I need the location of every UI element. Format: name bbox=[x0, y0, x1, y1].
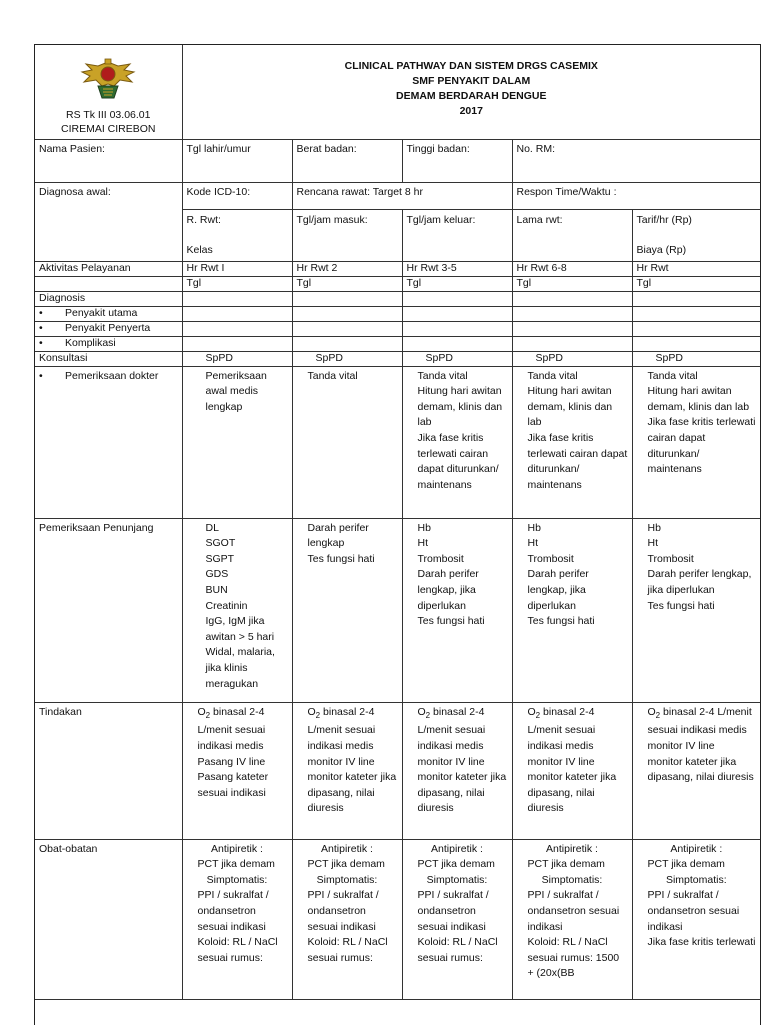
consultation-label: Konsultasi bbox=[35, 351, 182, 366]
checklist-item[interactable]: $O_2$ binasal 2-4 L/menit sesuai indikasi medis bbox=[197, 705, 266, 752]
symptomatic-heading: Simptomatis: bbox=[206, 873, 268, 886]
day-6-8-header: Hr Rwt 6-8 bbox=[512, 261, 632, 276]
checklist-item[interactable]: $O_2$ binasal 2-4 L/menit sesuai indikasi medis bbox=[417, 705, 486, 752]
checklist-item[interactable]: monitor IV line bbox=[527, 755, 595, 768]
doctor-exam-day-1 bbox=[182, 366, 292, 518]
date-label: Tgl bbox=[402, 276, 512, 291]
checklist-item[interactable]: Trombosit bbox=[527, 552, 574, 565]
consultation-sppd-checkbox[interactable]: SpPD bbox=[425, 351, 453, 364]
checklist-item[interactable]: SGOT bbox=[205, 537, 236, 550]
medications-day-6-8 bbox=[512, 839, 632, 999]
consultation-sppd-checkbox[interactable]: SpPD bbox=[315, 351, 343, 364]
doctor-exam-day-3-5 bbox=[402, 366, 512, 518]
checklist-item[interactable]: GDS bbox=[205, 568, 229, 581]
weight-label: Berat badan: bbox=[292, 139, 402, 182]
symptomatic-heading: Simptomatis: bbox=[316, 873, 378, 886]
checklist-item[interactable]: Darah perifer lengkap, jika diperlukan bbox=[527, 568, 589, 612]
supporting-exam-day-6-8 bbox=[512, 518, 632, 702]
class-label: Kelas bbox=[186, 244, 213, 257]
checklist-item[interactable]: monitor kateter jika dipasang, nilai diuresis bbox=[417, 771, 507, 815]
checklist-item[interactable]: $O_2$ binasal 2-4 L/menit sesuai indikasi medis bbox=[647, 705, 752, 737]
supporting-exam-day-1 bbox=[182, 518, 292, 702]
medications-day-3-5 bbox=[402, 839, 512, 999]
hospital-code: RS Tk III 03.06.01 bbox=[66, 108, 151, 121]
checklist-item[interactable]: BUN bbox=[205, 584, 228, 597]
consultation-sppd-checkbox[interactable]: SpPD bbox=[205, 351, 233, 364]
checklist-item[interactable]: Tanda vital bbox=[647, 369, 698, 382]
checklist-item[interactable]: $O_2$ binasal 2-4 L/menit sesuai indikasi medis bbox=[307, 705, 376, 752]
checklist-item[interactable]: Tanda vital bbox=[417, 369, 468, 382]
icd-code-label: Kode ICD-10: bbox=[182, 182, 292, 209]
clinical-pathway-document bbox=[34, 44, 761, 1025]
doctor-exam-day-2 bbox=[292, 366, 402, 518]
doctor-exam-day-n bbox=[632, 366, 760, 518]
checklist-item[interactable]: Tes fungsi hati bbox=[527, 615, 595, 628]
checklist-item[interactable]: PCT jika demam bbox=[417, 858, 495, 871]
checklist-item[interactable]: PCT jika demam bbox=[307, 858, 385, 871]
medications-label: Obat-obatan bbox=[35, 839, 182, 999]
checklist-item[interactable]: PPI / sukralfat / ondansetron sesuai indikasi bbox=[307, 889, 379, 933]
room-class-cell bbox=[182, 209, 292, 261]
checklist-item[interactable]: Koloid: RL / NaCl sesuai rumus: bbox=[197, 936, 278, 964]
antipyretic-heading: Antipiretik : bbox=[670, 842, 723, 855]
date-label: Tgl bbox=[632, 276, 760, 291]
hospital-emblem-icon bbox=[76, 56, 140, 102]
medications-day-2 bbox=[292, 839, 402, 999]
checklist-item[interactable]: Pemeriksaan awal medis lengkap bbox=[205, 369, 267, 413]
medications-day-n bbox=[632, 839, 760, 999]
checklist-item[interactable]: PCT jika demam bbox=[527, 858, 605, 871]
checklist-item[interactable]: Widal, malaria, jika klinis meragukan bbox=[205, 646, 275, 690]
complication-label: • Komplikasi bbox=[39, 337, 178, 350]
checklist-item[interactable]: PCT jika demam bbox=[647, 858, 725, 871]
date-label: Tgl bbox=[182, 276, 292, 291]
medical-record-label: No. RM: bbox=[512, 139, 760, 182]
antipyretic-heading: Antipiretik : bbox=[431, 842, 483, 855]
title-line-1: CLINICAL PATHWAY DAN SISTEM DRGS CASEMIX bbox=[344, 60, 598, 72]
medications-day-1 bbox=[182, 839, 292, 999]
checklist-item[interactable]: monitor IV line bbox=[647, 739, 715, 752]
title-year: 2017 bbox=[459, 105, 483, 117]
checklist-item[interactable]: Tes fungsi hati bbox=[417, 615, 485, 628]
checklist-item[interactable]: Tanda vital bbox=[527, 369, 578, 382]
admission-time-label: Tgl/jam masuk: bbox=[292, 209, 402, 261]
checklist-item[interactable]: Hb bbox=[417, 521, 431, 534]
checklist-item[interactable]: Darah perifer lengkap, jika diperlukan bbox=[647, 568, 752, 597]
supporting-exam-day-2 bbox=[292, 518, 402, 702]
day-n-header: Hr Rwt bbox=[632, 261, 760, 276]
checklist-item[interactable]: Jika fase kritis terlewati cairan dapat diturunkan/ maintenans bbox=[417, 432, 499, 491]
height-label: Tinggi badan: bbox=[402, 139, 512, 182]
length-of-stay-label: Lama rwt: bbox=[512, 209, 632, 261]
checklist-item[interactable]: IgG, IgM jika awitan > 5 hari bbox=[205, 615, 275, 643]
antipyretic-heading: Antipiretik : bbox=[321, 842, 373, 855]
checklist-item[interactable]: Creatinin bbox=[205, 599, 248, 612]
checklist-item[interactable]: Jika fase kritis terlewati bbox=[647, 936, 756, 949]
checklist-item[interactable]: Pasang IV line bbox=[197, 755, 266, 768]
procedures-label: Tindakan bbox=[35, 702, 182, 839]
checklist-item[interactable]: PPI / sukralfat / ondansetron sesuai indikasi bbox=[527, 889, 620, 933]
tariff-label: Tarif/hr (Rp) bbox=[636, 213, 692, 226]
symptomatic-heading: Simptomatis: bbox=[541, 873, 603, 886]
checklist-item[interactable]: monitor kateter jika dipasang, nilai diuresis bbox=[307, 771, 397, 815]
hospital-name: CIREMAI CIREBON bbox=[60, 122, 156, 135]
checklist-item[interactable]: monitor kateter jika dipasang, nilai diuresis bbox=[527, 771, 617, 815]
checklist-item[interactable]: Tanda vital bbox=[307, 369, 358, 382]
symptomatic-heading: Simptomatis: bbox=[426, 873, 488, 886]
diagnosis-label: Diagnosis bbox=[35, 291, 182, 306]
day-1-header: Hr Rwt I bbox=[182, 261, 292, 276]
symptomatic-heading: Simptomatis: bbox=[665, 873, 727, 886]
checklist-item[interactable]: Hitung hari awitan demam, klinis dan lab bbox=[417, 385, 503, 429]
checklist-item[interactable]: Jika fase kritis terlewati cairan dapat diturunkan/ maintenans bbox=[527, 432, 628, 491]
date-label: Tgl bbox=[512, 276, 632, 291]
comorbidity-label: • Penyakit Penyerta bbox=[39, 322, 178, 335]
checklist-item[interactable]: Koloid: RL / NaCl sesuai rumus: bbox=[417, 936, 498, 964]
antipyretic-heading: Antipiretik : bbox=[546, 842, 598, 855]
patient-name-label: Nama Pasien: bbox=[35, 139, 182, 182]
checklist-item[interactable]: DL bbox=[205, 521, 219, 534]
activity-label: Aktivitas Pelayanan bbox=[35, 261, 182, 276]
checklist-item[interactable]: Koloid: RL / NaCl sesuai rumus: bbox=[307, 936, 388, 964]
care-plan-label: Rencana rawat: Target 8 hr bbox=[292, 182, 512, 209]
dob-label: Tgl lahir/umur bbox=[182, 139, 292, 182]
checklist-item[interactable]: monitor IV line bbox=[307, 755, 375, 768]
checklist-item[interactable]: $O_2$ binasal 2-4 L/menit sesuai indikasi medis bbox=[527, 705, 596, 752]
tariff-cost-cell bbox=[632, 209, 760, 261]
checklist-item[interactable]: Hb bbox=[647, 521, 661, 534]
initial-diagnosis-label: Diagnosa awal: bbox=[35, 182, 182, 261]
supporting-exam-day-n bbox=[632, 518, 760, 702]
doctor-exam-day-6-8 bbox=[512, 366, 632, 518]
title-line-2: SMF PENYAKIT DALAM bbox=[412, 75, 531, 87]
checklist-item[interactable]: monitor IV line bbox=[417, 755, 485, 768]
cost-label: Biaya (Rp) bbox=[636, 244, 687, 257]
checklist-item[interactable]: Hitung hari awitan demam, klinis dan lab bbox=[647, 385, 750, 413]
hospital-header bbox=[35, 45, 182, 139]
checklist-item[interactable]: Ht bbox=[417, 537, 428, 550]
checklist-item[interactable]: Trombosit bbox=[647, 552, 694, 565]
checklist-item[interactable]: Ht bbox=[527, 537, 538, 550]
checklist-item[interactable]: Darah perifer lengkap, jika diperlukan bbox=[417, 568, 479, 612]
checklist-item[interactable]: monitor kateter jika dipasang, nilai diuresis bbox=[647, 755, 754, 784]
checklist-item[interactable]: Ht bbox=[647, 537, 658, 550]
procedures-day-n bbox=[632, 702, 760, 839]
consultation-sppd-checkbox[interactable]: SpPD bbox=[535, 351, 563, 364]
doctor-exam-label: • Pemeriksaan dokter bbox=[39, 369, 178, 385]
checklist-item[interactable]: PPI / sukralfat / ondansetron sesuai indikasi bbox=[417, 889, 489, 933]
date-label: Tgl bbox=[292, 276, 402, 291]
discharge-time-label: Tgl/jam keluar: bbox=[402, 209, 512, 261]
antipyretic-heading: Antipiretik : bbox=[211, 842, 263, 855]
checklist-item[interactable]: Trombosit bbox=[417, 552, 464, 565]
room-label: R. Rwt: bbox=[186, 213, 221, 226]
checklist-item[interactable]: Pasang kateter sesuai indikasi bbox=[197, 771, 269, 799]
procedures-day-3-5 bbox=[402, 702, 512, 839]
checklist-item[interactable]: PCT jika demam bbox=[197, 858, 275, 871]
checklist-item[interactable]: PPI / sukralfat / ondansetron sesuai indikasi bbox=[197, 889, 269, 933]
supporting-exam-label: Pemeriksaan Penunjang bbox=[35, 518, 182, 702]
response-time-label: Respon Time/Waktu : bbox=[512, 182, 760, 209]
procedures-day-2 bbox=[292, 702, 402, 839]
document-title bbox=[182, 45, 760, 139]
supporting-exam-day-3-5 bbox=[402, 518, 512, 702]
day-2-header: Hr Rwt 2 bbox=[292, 261, 402, 276]
checklist-item[interactable]: Darah perifer lengkap bbox=[307, 521, 369, 550]
checklist-item[interactable]: Jika fase kritis terlewati cairan dapat diturunkan/ maintenans bbox=[647, 416, 756, 476]
checklist-item[interactable]: Tes fungsi hati bbox=[307, 552, 375, 565]
checklist-item[interactable]: PPI / sukralfat / ondansetron sesuai indikasi bbox=[647, 889, 740, 933]
procedures-day-6-8 bbox=[512, 702, 632, 839]
checklist-item[interactable]: SGPT bbox=[205, 552, 235, 565]
checklist-item[interactable]: Koloid: RL / NaCl sesuai rumus: 1500 + (20x(BB bbox=[527, 936, 620, 980]
day-3-5-header: Hr Rwt 3-5 bbox=[402, 261, 512, 276]
checklist-item[interactable]: Tes fungsi hati bbox=[647, 599, 715, 612]
checklist-item[interactable]: Hitung hari awitan demam, klinis dan lab bbox=[527, 385, 613, 429]
clinical-pathway-table bbox=[35, 45, 760, 1000]
consultation-sppd-checkbox[interactable]: SpPD bbox=[655, 351, 683, 364]
procedures-day-1 bbox=[182, 702, 292, 839]
title-line-3: DEMAM BERDARAH DENGUE bbox=[396, 90, 547, 102]
checklist-item[interactable]: Hb bbox=[527, 521, 541, 534]
primary-disease-label: • Penyakit utama bbox=[39, 307, 178, 320]
